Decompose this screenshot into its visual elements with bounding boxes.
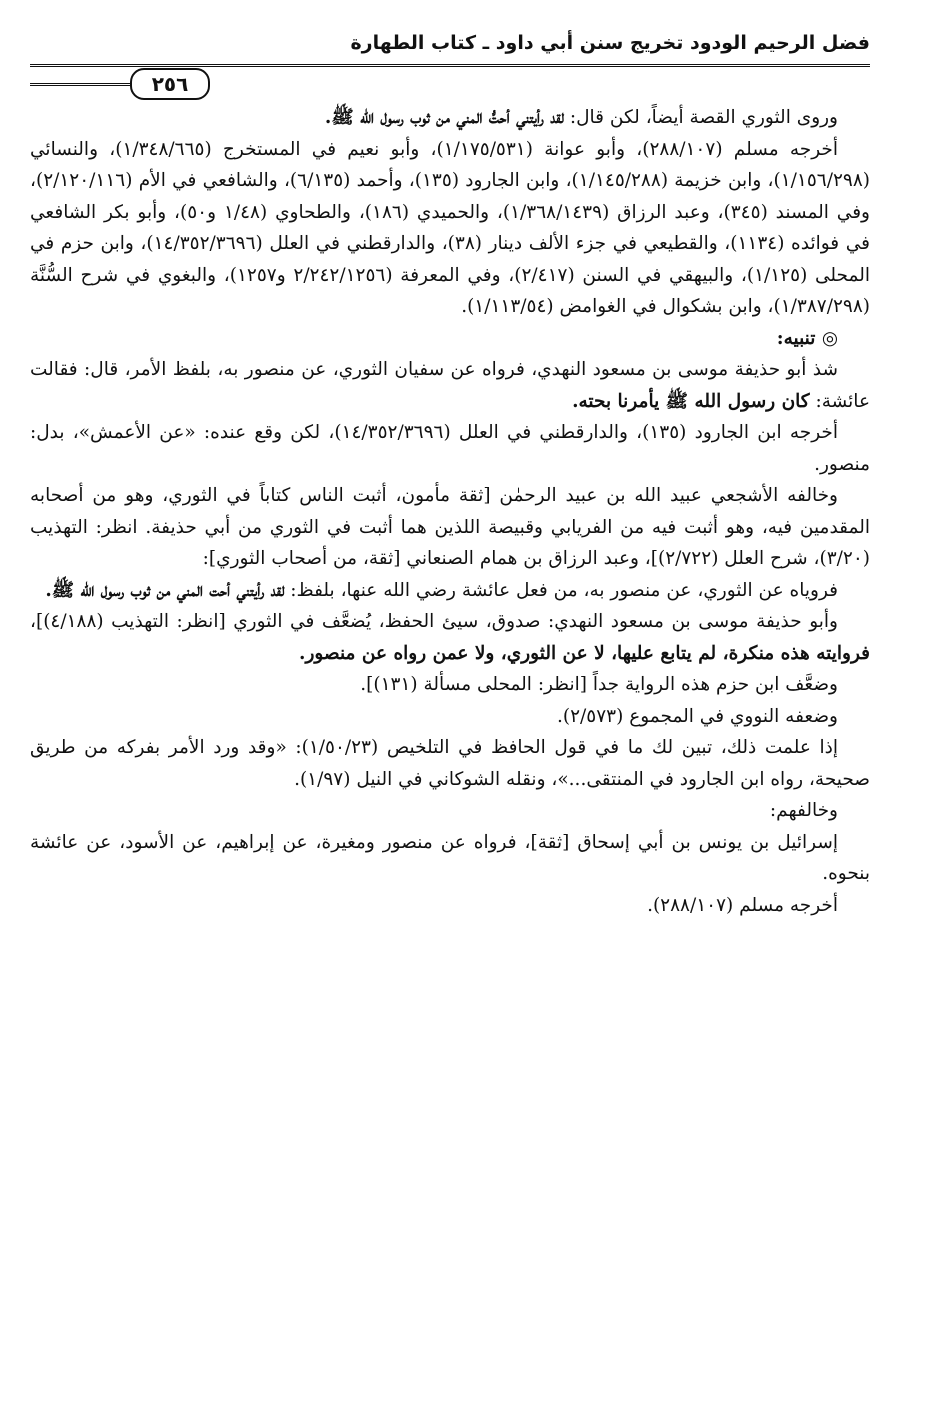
paragraph: وضعَّف ابن حزم هذه الرواية جداً [انظر: المحلى مسألة (١٣١)]. — [360, 674, 838, 695]
book-page — [30, 28, 870, 1378]
paragraph: إذا علمت ذلك، تبين لك ما في قول الحافظ في التلخيص (١/٥٠/٢٣): «وقد ورد الأمر بفركه من طريق صحيحة، رواه ابن الجارود في المنتقى...»، ونقله الشوكاني في النيل (١/٩٧). — [30, 737, 870, 790]
note-heading — [30, 323, 870, 355]
paragraph — [30, 102, 870, 134]
header-rule — [30, 64, 870, 67]
page-number: ٢٥٦ — [130, 68, 210, 100]
note-label: ◎ تنبيه: — [776, 327, 838, 349]
takhrij-paragraph: أخرجه مسلم (٢٨٨/١٠٧)، وأبو عوانة (١/١٧٥/٥٣١)، وأبو نعيم في المستخرج (١/٣٤٨/٦٦٥)، والنسائي (١/١٥٦/٢٩٨)، وابن خزيمة (١/١٤٥/٢٨٨)، وابن الجارود (١٣٥)، وأحمد (٦/١٣٥)، والشافعي في الأم (٢/١٢٠/١١٦)، وفي المسند (٣٤٥)، وعبد الرزاق (١/٣٦٨/١٤٣٩)، والحميدي (١٨٦)، والطحاوي (١/٤٨ و٥٠)، وأبو بكر الشافعي في فوائده (١١٣٤)، والقطيعي في جزء الألف دينار (٣٨)، والدارقطني في العلل (١٤/٣٥٢/٣٦٩٦)، وابن حزم في المحلى (١/١٢٥)، والبيهقي في السنن (٢/٤١٧)، وفي المعرفة (٢/٢٤٢/١٢٥٦ و١٢٥٧)، والبغوي في شرح السُّنَّة (١/٣٨٧/٢٩٨)، وابن بشكوال في الغوامض (١/١١٣/٥٤). — [30, 138, 870, 317]
paragraph: وخالفهم: — [769, 800, 838, 821]
takhrij-paragraph: أخرجه ابن الجارود (١٣٥)، والدارقطني في العلل (١٤/٣٥٢/٣٦٩٦)، لكن وقع عنده: «عن الأعمش»، بدل: منصور. — [30, 422, 870, 475]
paragraph: وخالفه الأشجعي عبيد الله بن عبيد الرحمٰن [ثقة مأمون، أثبت الناس كتاباً في الثوري، وهو من أصحابه المقدمين فيه، وهو أثبت فيه من الفريابي وقبيصة اللذين هما أثبت في الثوري من أبي حذيفة. انظر: التهذيب (٣/٢٠)، شرح العلل (٢/٧٢٢)]، وعبد الرزاق بن همام الصنعاني [ثقة، من أصحاب الثوري]: — [30, 485, 870, 569]
running-header-title: فضل الرحيم الودود تخريج سنن أبي داود ـ كتاب الطهارة — [350, 32, 870, 54]
takhrij-paragraph: أخرجه مسلم (٢٨٨/١٠٧). — [647, 894, 838, 916]
paragraph-text: وروى الثوري القصة أيضاً، لكن قال: — [563, 107, 838, 128]
page-number-row — [30, 68, 870, 102]
ruling-text: فروايته هذه منكرة، لم يتابع عليها، لا عن الثوري، ولا عمن رواه عن منصور. — [299, 642, 870, 664]
hadith-quote: كان رسول الله ﷺ يأمرنا بحته. — [572, 390, 810, 412]
paragraph — [30, 575, 870, 607]
paragraph-text: وأبو حذيفة موسى بن مسعود النهدي: صدوق، سيئ الحفظ، يُضعَّف في الثوري [انظر: التهذيب (٤/١٨٨)]، — [30, 611, 838, 632]
page-number-rule — [30, 83, 130, 86]
page-content — [30, 102, 870, 921]
running-header — [30, 28, 870, 68]
paragraph: وضعفه النووي في المجموع (٢/٥٧٣). — [557, 705, 838, 727]
hadith-quote: لقد رأيتني أحت المني من ثوب رسول الله ﷺ. — [45, 579, 285, 601]
paragraph-text: فروياه عن الثوري، عن منصور به، من فعل عائشة رضي الله عنها، بلفظ: — [284, 579, 838, 601]
paragraph-text: شذ أبو حذيفة موسى بن مسعود النهدي، فرواه عن سفيان الثوري، عن منصور به، بلفظ الأمر، قال: فقالت عائشة: — [30, 359, 870, 412]
paragraph: إسرائيل بن يونس بن أبي إسحاق [ثقة]، فرواه عن منصور ومغيرة، عن إبراهيم، عن الأسود، عن عائشة بنحوه. — [30, 831, 870, 884]
paragraph — [30, 354, 870, 417]
paragraph — [30, 606, 870, 669]
hadith-quote: لقد رأيتني أحتُّ المني من ثوب رسول الله ﷺ. — [324, 107, 564, 128]
